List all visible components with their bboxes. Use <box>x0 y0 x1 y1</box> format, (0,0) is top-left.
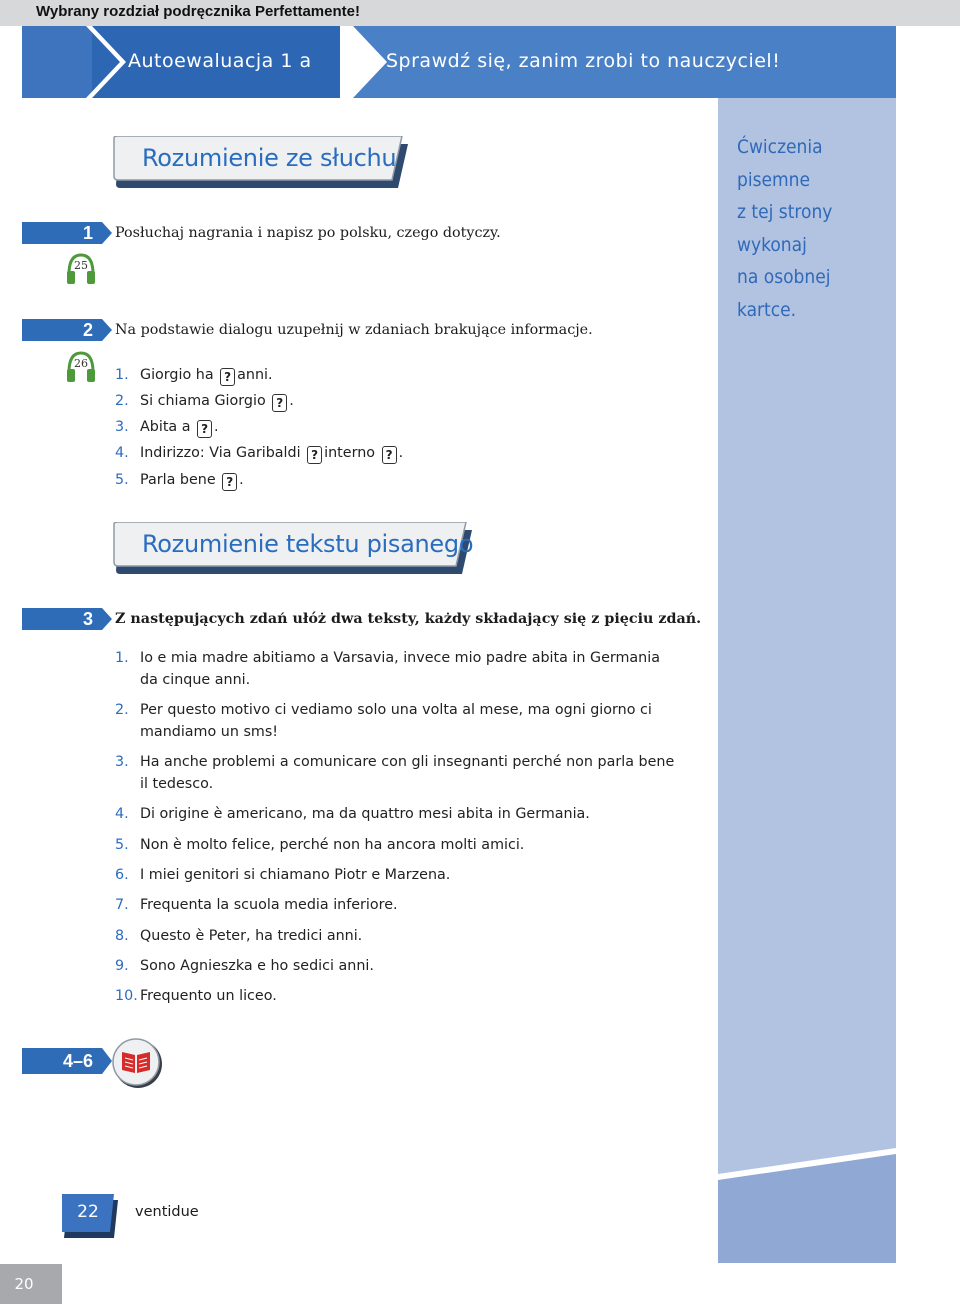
page-number: 22 <box>77 1202 99 1222</box>
sentence-item <box>115 751 675 795</box>
gap-fill-item <box>115 364 273 386</box>
item-text: . <box>214 419 219 435</box>
item-number: 1. <box>115 650 129 666</box>
gap-fill-item <box>115 390 294 412</box>
item-number: 10. <box>115 988 138 1004</box>
task-number: 1 <box>82 223 93 243</box>
gap-box[interactable]: ? <box>197 420 212 438</box>
top-bar <box>0 0 960 26</box>
sentence-item <box>115 955 675 977</box>
item-text: Ha anche problemi a comunicare con gli insegnanti perché non parla bene il tedesco. <box>140 754 675 792</box>
item-text: Frequenta la scuola media inferiore. <box>140 897 398 913</box>
sidebar-note <box>737 131 887 326</box>
audio-track-number: 26 <box>74 357 88 370</box>
item-number: 2. <box>115 702 129 718</box>
task-instruction: Na podstawie dialogu uzupełnij w zdaniach brakujące informacje. <box>115 322 593 338</box>
item-number: 5. <box>115 837 129 853</box>
sidebar-note-line: z tej strony <box>737 201 833 223</box>
page-number-word: ventidue <box>135 1204 199 1220</box>
item-text: I miei genitori si chiamano Piotr e Marzena. <box>140 867 451 883</box>
item-text: Abita a <box>140 419 191 435</box>
audio-track-number: 25 <box>74 259 88 272</box>
corner-page-tab <box>0 1264 62 1304</box>
item-text: Indirizzo: Via Garibaldi <box>140 445 301 461</box>
banner-right-label: Sprawdź się, zanim zrobi to nauczyciel! <box>386 50 781 72</box>
item-number: 8. <box>115 928 129 944</box>
section-header-listening <box>112 136 412 190</box>
gap-box[interactable]: ? <box>272 394 287 412</box>
sentence-item <box>115 834 675 856</box>
item-text: Parla bene <box>140 472 216 488</box>
gap-box[interactable]: ? <box>307 446 322 464</box>
item-number: 3. <box>115 754 129 770</box>
banner-left-label: Autoewaluacja 1 a <box>128 50 312 72</box>
item-number: 7. <box>115 897 129 913</box>
sentence-item <box>115 864 675 886</box>
book-icon[interactable] <box>112 1038 164 1090</box>
item-text: Io e mia madre abitiamo a Varsavia, invece mio padre abita in Germania da cinque anni. <box>140 650 660 688</box>
item-text: Sono Agnieszka e ho sedici anni. <box>140 958 374 974</box>
corner-page-number: 20 <box>14 1275 34 1293</box>
gap-fill-item <box>115 416 219 438</box>
item-text: . <box>398 445 404 461</box>
section-title: Rozumienie tekstu pisanego <box>142 530 474 558</box>
item-number: 2. <box>115 393 129 409</box>
sentence-item <box>115 894 675 916</box>
gap-box[interactable]: ? <box>222 473 237 491</box>
section-title: Rozumienie ze słuchu <box>142 144 397 172</box>
page-number-badge <box>62 1194 114 1234</box>
task-instruction: Z następujących zdań ułóż dwa teksty, każdy składający się z pięciu zdań. <box>115 611 702 627</box>
gap-box[interactable]: ? <box>220 368 235 386</box>
sentence-item <box>115 699 675 743</box>
item-number: 1. <box>115 367 129 383</box>
sidebar-note-line: na osobnej <box>737 266 831 288</box>
audio-track[interactable] <box>66 252 96 286</box>
task-instruction: Posłuchaj nagrania i napisz po polsku, czego dotyczy. <box>115 225 501 241</box>
gap-fill-item <box>115 442 403 464</box>
item-text: . <box>289 393 294 409</box>
top-bar-text: Wybrany rozdział podręcznika Perfettamente! <box>36 3 360 20</box>
item-number: 4. <box>115 806 129 822</box>
item-text: . <box>239 472 244 488</box>
task-number: 4–6 <box>62 1051 94 1071</box>
item-text: Di origine è americano, ma da quattro mesi abita in Germania. <box>140 806 590 822</box>
item-text: interno <box>324 445 376 461</box>
item-number: 4. <box>115 445 129 461</box>
item-text: Non è molto felice, perché non ha ancora molti amici. <box>140 837 525 853</box>
audio-track[interactable] <box>66 350 96 384</box>
item-number: 6. <box>115 867 129 883</box>
gap-box[interactable]: ? <box>382 446 397 464</box>
sidebar-note-line: kartce. <box>737 298 797 321</box>
item-text: Frequento un liceo. <box>140 988 277 1004</box>
item-text: Questo è Peter, ha tredici anni. <box>140 928 363 944</box>
item-text: anni. <box>237 367 273 383</box>
item-text: Si chiama Giorgio <box>140 393 266 409</box>
task-number: 3 <box>82 609 93 629</box>
item-number: 5. <box>115 472 129 488</box>
sentence-item <box>115 925 675 947</box>
task-number: 2 <box>82 320 93 340</box>
item-text: Per questo motivo ci vediamo solo una volta al mese, ma ogni giorno ci mandiamo un sms! <box>140 702 652 740</box>
sentence-item <box>115 803 675 825</box>
item-number: 9. <box>115 958 129 974</box>
sentence-item <box>115 647 675 691</box>
gap-fill-item <box>115 469 244 491</box>
section-header-reading <box>112 522 476 576</box>
sentence-item <box>115 985 675 1007</box>
sidebar-note-line: wykonaj <box>737 233 807 256</box>
item-text: Giorgio ha <box>140 367 214 383</box>
item-number: 3. <box>115 419 129 435</box>
sidebar-note-line: Ćwiczenia <box>737 136 823 158</box>
sidebar-note-line: pisemne <box>737 168 811 191</box>
